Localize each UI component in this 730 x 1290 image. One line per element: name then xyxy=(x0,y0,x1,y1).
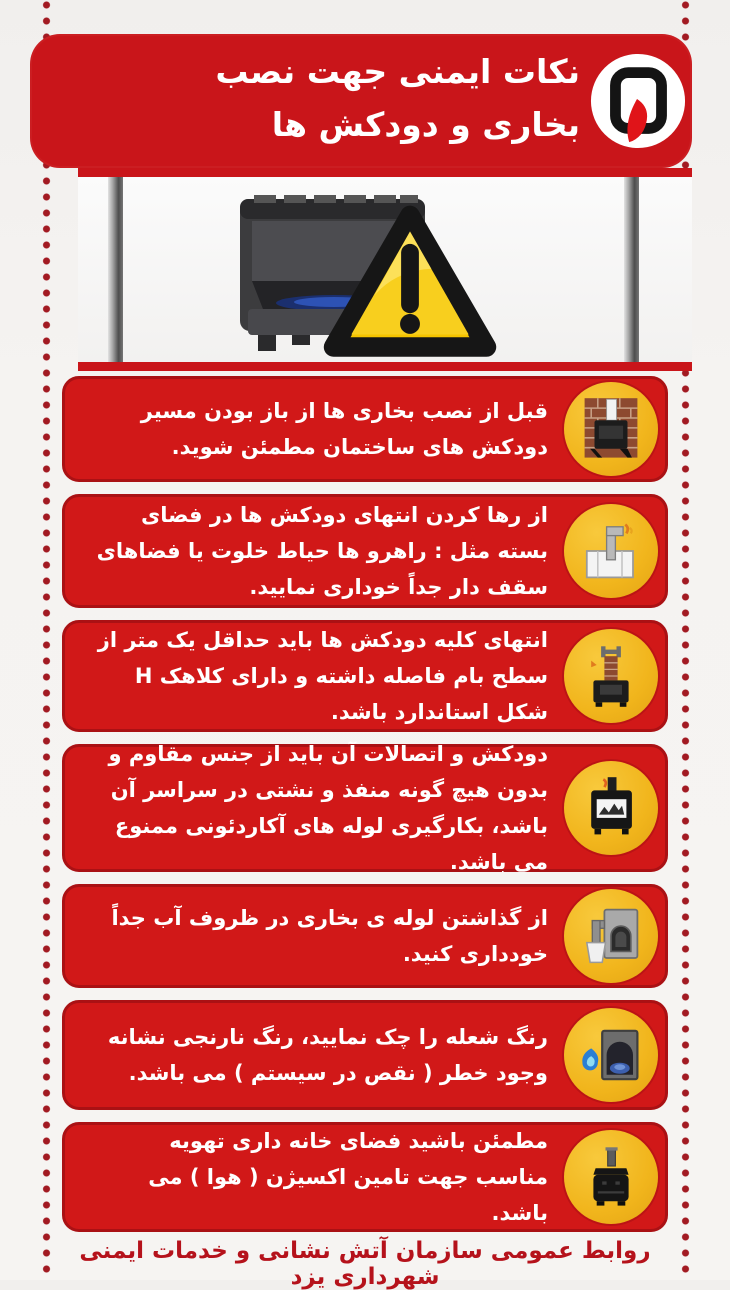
header-banner xyxy=(30,34,692,168)
stove-pipe-water-bucket-icon xyxy=(578,903,644,969)
tip-3-badge xyxy=(564,629,658,723)
page-title-line1: نکات ایمنی جهت نصب xyxy=(215,52,580,91)
chimney-brick-wall-icon xyxy=(578,396,644,462)
roof-chimney-h-cap-icon xyxy=(578,643,644,709)
pipe-pole-right xyxy=(624,177,639,362)
tip-1-text: قبل از نصب بخاری ها از باز بودن مسیر دودکش های ساختمان مطمئن شوید. xyxy=(140,398,548,459)
enclosed-space-chimney-icon xyxy=(578,518,644,584)
dotted-border-left xyxy=(42,0,51,1280)
tip-1-badge xyxy=(564,382,658,476)
hero-image xyxy=(78,168,692,371)
footer-credit: روابط عمومی سازمان آتش نشانی و خدمات ایمنی شهرداری یزد xyxy=(79,1238,651,1290)
tip-2-text: از رها کردن انتهای دودکش ها در فضای بسته مثل : راهرو ها حیاط خلوت یا فضاهای سقف دار جداً خوداری نمایید. xyxy=(96,502,548,600)
tip-7-badge xyxy=(564,1130,658,1224)
tip-5-badge xyxy=(564,889,658,983)
tip-card-2 xyxy=(62,494,668,608)
fire-safety-organization-logo-icon xyxy=(589,52,687,150)
tip-card-6 xyxy=(62,1000,668,1110)
pipe-pole-left xyxy=(108,177,123,362)
tip-4-badge xyxy=(564,761,658,855)
tip-card-5 xyxy=(62,884,668,988)
ventilation-stove-icon xyxy=(578,1144,644,1210)
tip-2-badge xyxy=(564,504,658,598)
tip-4-text: دودکش و اتصالات آن باید از جنس مقاوم و بدون هیچ گونه منفذ و نشتی در سراسر آن باشد، بکارگیری لوله های آکاردئونی ممنوع می باشد. xyxy=(108,741,548,875)
tip-5-text: از گذاشتن لوله ی بخاری در ظروف آب جداً خودداری کنید. xyxy=(111,905,548,966)
tip-6-text: رنگ شعله را چک نمایید، رنگ نارنجی نشانه وجود خطر ( نقص در سیستم ) می باشد. xyxy=(107,1024,548,1085)
blue-flame-heater-icon xyxy=(578,1022,644,1088)
tip-card-7 xyxy=(62,1122,668,1232)
tip-3-text: انتهای کلیه دودکش ها باید حداقل یک متر از سطح بام فاصله داشته و دارای کلاهک H شکل استاندارد باشد. xyxy=(97,627,548,725)
tip-card-4 xyxy=(62,741,668,875)
tip-card-3 xyxy=(62,620,668,732)
page-title xyxy=(215,45,580,152)
safety-tips-list xyxy=(62,376,668,1232)
warning-triangle-icon xyxy=(314,203,506,363)
sealed-stove-pipe-icon xyxy=(578,775,644,841)
tip-card-1 xyxy=(62,376,668,482)
tip-6-badge xyxy=(564,1008,658,1102)
tip-7-text: مطمئن باشید فضای خانه داری تهویه مناسب جهت تامین اکسیژن ( هوا ) می باشد. xyxy=(148,1128,548,1226)
page-title-line2: بخاری و دودکش ها xyxy=(271,105,580,145)
